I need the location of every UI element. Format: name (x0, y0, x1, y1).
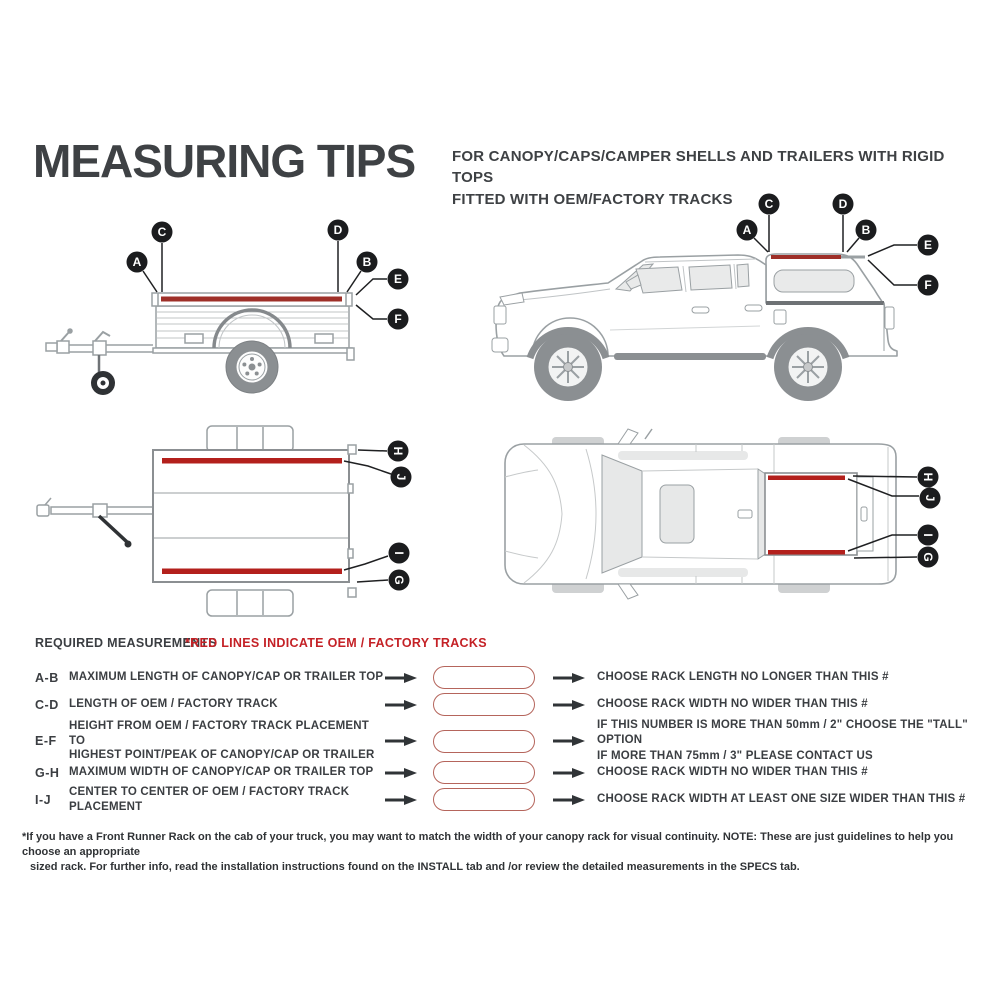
arrow-right-icon (553, 735, 585, 747)
marker-C (152, 222, 173, 243)
marker-A (127, 252, 148, 273)
svg-text:J: J (394, 473, 408, 481)
measurement-guideline: CHOOSE RACK WIDTH NO WIDER THAN THIS # (597, 765, 868, 778)
marker-E (388, 269, 409, 290)
measure-point-markers (918, 467, 941, 568)
arrow-right-icon (553, 794, 585, 806)
trailer-side-view-illustration (35, 195, 455, 420)
jockey-wheel (91, 371, 115, 395)
measurement-description: MAXIMUM WIDTH OF CANOPY/CAP OR TRAILER TOP (69, 766, 374, 779)
measurement-blank-field (433, 730, 535, 753)
svg-text:E: E (923, 238, 933, 252)
marker-B (856, 220, 877, 241)
marker-J (920, 488, 941, 509)
oem-track-line-red (771, 255, 841, 259)
svg-text:B: B (362, 255, 372, 269)
marker-C (759, 194, 780, 215)
measurement-row-ab (35, 664, 975, 691)
truck-top-view-illustration (490, 425, 970, 625)
subtitle-line-2: FITTED WITH OEM/FACTORY TRACKS (452, 190, 733, 208)
marker-A (737, 220, 758, 241)
marker-H (388, 441, 409, 462)
measurement-description: LENGTH OF OEM / FACTORY TRACK (69, 698, 278, 711)
measurement-key: C-D (35, 697, 59, 712)
page-title: MEASURING TIPS (33, 135, 416, 187)
svg-text:C: C (157, 225, 167, 239)
measurement-key: A-B (35, 670, 59, 685)
measurements-table (35, 664, 975, 813)
oem-track-line-red (161, 297, 342, 302)
marker-B (357, 252, 378, 273)
marker-J (391, 467, 412, 488)
marker-G (389, 570, 410, 591)
truck-top-body (505, 429, 896, 599)
measurement-description: MAXIMUM LENGTH OF CANOPY/CAP OR TRAILER TOP (69, 671, 384, 684)
svg-text:F: F (394, 312, 402, 326)
arrow-right-icon (553, 672, 585, 684)
measurement-blank-field (433, 761, 535, 784)
footnote (22, 830, 980, 875)
svg-text:I: I (921, 533, 935, 537)
measurement-description: HEIGHT FROM OEM / FACTORY TRACK PLACEMENT TO HIGHEST POINT/PEAK OF CANOPY/CAP OR TRAILER (69, 719, 375, 762)
trailer-body (46, 293, 354, 375)
measurement-blank-field (433, 788, 535, 811)
required-measurements-heading: REQUIRED MEASUREMENTS (35, 636, 218, 650)
arrow-right-icon (553, 699, 585, 711)
svg-text:D: D (838, 197, 848, 211)
trailer-top-body (37, 426, 356, 616)
marker-I (389, 543, 410, 564)
svg-text:G: G (392, 575, 406, 585)
svg-text:D: D (333, 223, 343, 237)
svg-text:H: H (391, 446, 405, 456)
measurement-guideline: CHOOSE RACK LENGTH NO LONGER THAN THIS # (597, 670, 889, 683)
footnote-line-2: sized rack. For further info, read the installation instructions found on the INSTALL tab and /or review the detailed measurements in the SPECS tab. (30, 860, 800, 873)
arrow-right-icon (385, 794, 417, 806)
marker-D (833, 194, 854, 215)
svg-text:E: E (393, 272, 403, 286)
measurement-row-cd (35, 691, 975, 718)
measurement-key: E-F (35, 734, 57, 748)
svg-text:B: B (861, 223, 871, 237)
arrow-right-icon (385, 672, 417, 684)
svg-text:I: I (392, 551, 406, 555)
measurement-row-gh (35, 759, 975, 786)
canopy (766, 254, 883, 303)
truck-side-view-illustration (480, 190, 970, 415)
measurement-key: I-J (35, 792, 52, 807)
arrow-right-icon (385, 699, 417, 711)
measurement-description: CENTER TO CENTER OF OEM / FACTORY TRACK PLACEMENT (69, 785, 350, 813)
marker-H (918, 467, 939, 488)
svg-text:H: H (921, 472, 935, 482)
measurement-guideline: IF THIS NUMBER IS MORE THAN 50mm / 2" CHOOSE THE "TALL" OPTION IF MORE THAN 75mm / 3" PLEASE CONTACT US (597, 718, 968, 762)
measurement-guideline: CHOOSE RACK WIDTH AT LEAST ONE SIZE WIDER THAN THIS # (597, 792, 966, 805)
svg-text:G: G (921, 552, 935, 562)
svg-text:F: F (924, 278, 932, 292)
svg-text:C: C (764, 197, 774, 211)
footnote-line-1: *If you have a Front Runner Rack on the cab of your truck, you may want to match the width of your canopy rack for visual continuity. NOTE: These are just guidelines to help you choose an appropriate (22, 831, 954, 858)
measurement-row-ef (35, 718, 975, 762)
measurement-blank-field (433, 693, 535, 716)
red-lines-legend: *RED LINES INDICATE OEM / FACTORY TRACKS (185, 636, 487, 650)
leader-lines (344, 450, 391, 582)
measurement-blank-field (433, 666, 535, 689)
subtitle-line-1: FOR CANOPY/CAPS/CAMPER SHELLS AND TRAILERS WITH RIGID TOPS (452, 148, 945, 187)
arrow-right-icon (385, 767, 417, 779)
winch-handle (99, 516, 132, 548)
marker-F (388, 309, 409, 330)
measurement-guideline: CHOOSE RACK WIDTH NO WIDER THAN THIS # (597, 697, 868, 710)
svg-text:A: A (742, 223, 752, 237)
measurement-key: G-H (35, 765, 60, 780)
marker-F (918, 275, 939, 296)
arrow-right-icon (385, 735, 417, 747)
marker-E (918, 235, 939, 256)
trailer-top-view-illustration (35, 420, 455, 625)
measure-point-markers (388, 441, 412, 591)
marker-I (918, 525, 939, 546)
svg-text:J: J (923, 494, 937, 502)
marker-D (328, 220, 349, 241)
svg-text:A: A (132, 255, 142, 269)
arrow-right-icon (553, 767, 585, 779)
marker-G (918, 547, 939, 568)
measurement-row-ij (35, 786, 975, 813)
